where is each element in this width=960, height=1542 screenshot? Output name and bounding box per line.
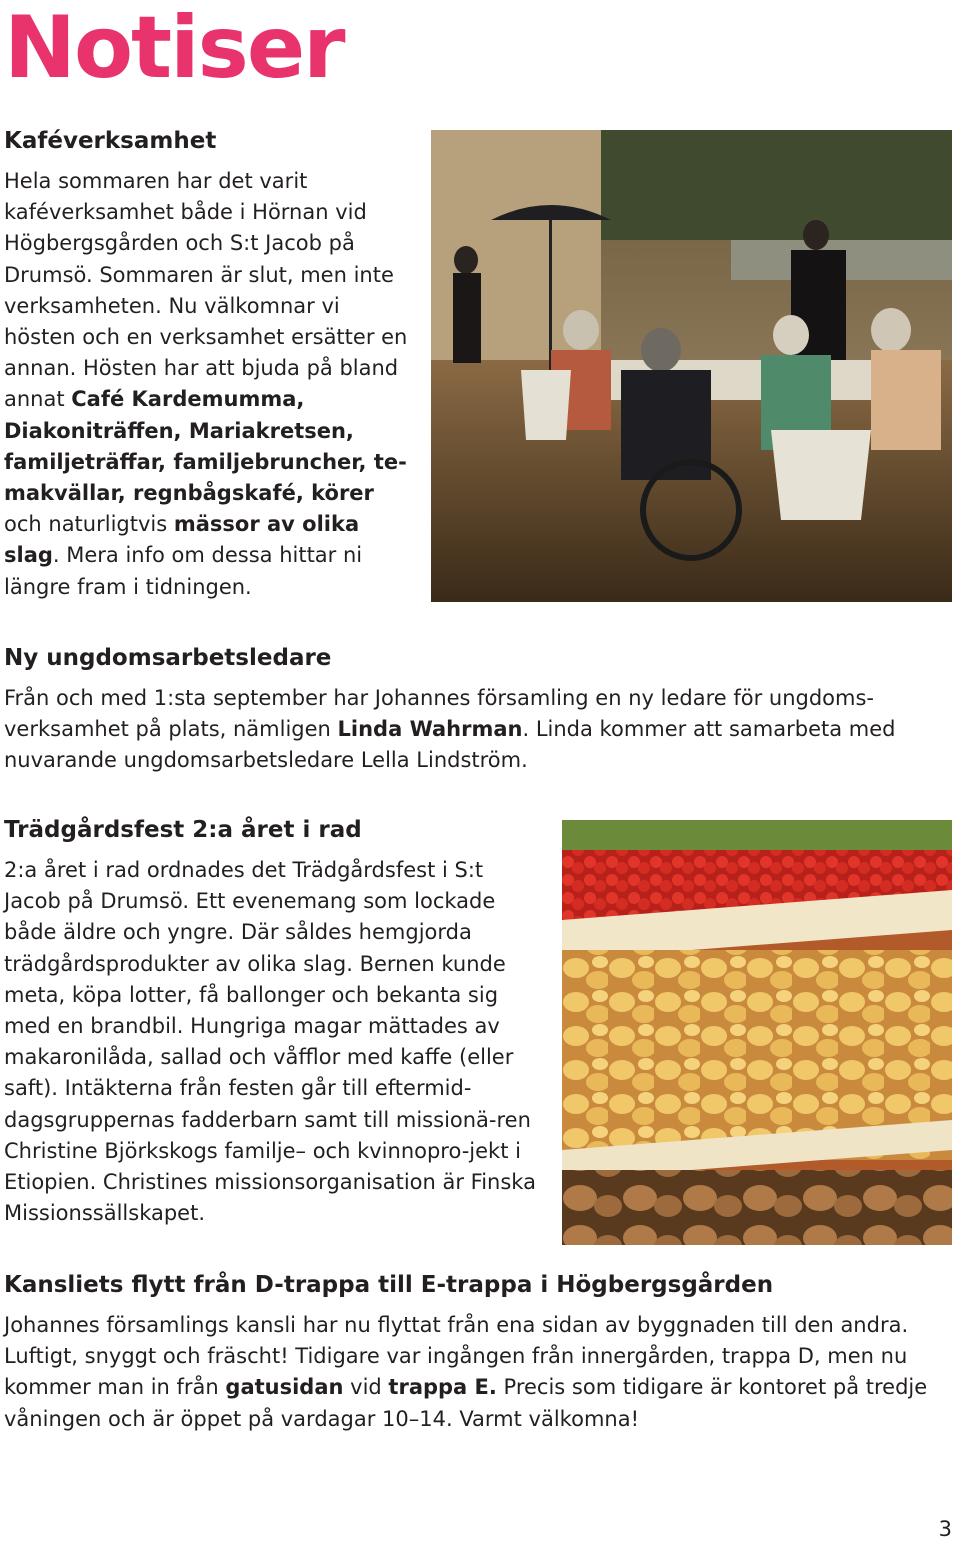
page-number: 3 (938, 1517, 952, 1541)
body-text-span: Johannes församlings kansli har nu flyttat från ena sidan av byggnaden till den andra. Luftigt, snyggt och fräscht! Tidigare var ingången från innergården, trappa D, men nu kommer man in från (4, 1313, 909, 1400)
article-heading-tradgardsfest: Trädgårdsfest 2:a året i rad (4, 817, 362, 843)
article-heading-kansliets-flytt: Kansliets flytt från D-trappa till E-trappa i Högbergsgården (4, 1272, 774, 1298)
page-title: Notiser (4, 0, 344, 98)
article-heading-kafeverksamhet: Kaféverksamhet (4, 128, 217, 154)
body-bold-span: gatusidan (225, 1375, 344, 1400)
cafe-photo (431, 130, 952, 602)
body-bold-span: Linda Wahrman (337, 717, 523, 742)
body-text-span: Precis som tidigare är kontoret på tredje våningen och är öppet på vardagar 10–14. Varmt välkomna! (4, 1375, 928, 1431)
article-body-ungdomsarbetsledare (4, 683, 944, 777)
body-text-span: . Mera info om dessa hittar ni längre fram i tidningen. (4, 543, 363, 599)
body-text-span: och naturligtvis (4, 512, 174, 537)
body-text-span: vid (343, 1375, 389, 1400)
article-heading-ungdomsarbetsledare: Ny ungdomsarbetsledare (4, 645, 332, 671)
body-text-span: . Linda kommer att samarbeta med nuvarande ungdomsarbetsledare Lella Lindström. (4, 717, 896, 773)
body-text-span: 2:a året i rad ordnades det Trädgårdsfest i S:t Jacob på Drumsö. Ett evenemang som lockade både äldre och yngre. Där såldes hemgjorda trädgårdsprodukter av olika slag. Bernen kunde meta, köpa lotter, få ballonger och bekanta sig med en brandbil. Hungriga magar mättades av makaronilåda, sallad och våfflor med kaffe (eller saft). Intäkterna från festen går till eftermid-dagsgruppernas fadderbarn samt till missionä-ren Christine Björkskogs familje– och kvinnopro-jekt i Etiopien. Christines missionsorganisation är Finska Missionssällskapet. (4, 858, 536, 1226)
body-text-span: Hela sommaren har det varit kaféverksamhet både i Hörnan vid Högbergsgården och S:t Jacob på Drumsö. Sommaren är slut, men inte verksamheten. Nu välkomnar vi hösten och en verksamhet ersätter en annan. Hösten har att bjuda på bland annat (4, 169, 408, 412)
article-body-kafeverksamhet (4, 166, 409, 603)
article-body-kansliets-flytt (4, 1310, 950, 1435)
article-body-tradgardsfest (4, 855, 546, 1229)
cafe-photo-image (431, 130, 952, 602)
vegetables-photo-image (562, 820, 952, 1245)
vegetables-photo (562, 820, 952, 1245)
body-bold-span: Diakoniträffen, Mariakretsen, familjeträffar, familjebruncher, te-makvällar, regnbågskafé, körer (4, 418, 407, 506)
body-bold-span: trappa E. (388, 1375, 497, 1400)
body-bold-span: mässor av olika slag (4, 512, 360, 568)
body-text-span: Från och med 1:sta september har Johannes församling en ny ledare för ungdoms-verksamhet på plats, nämligen (4, 686, 874, 742)
body-bold-span: Café Kardemumma, (71, 387, 305, 412)
